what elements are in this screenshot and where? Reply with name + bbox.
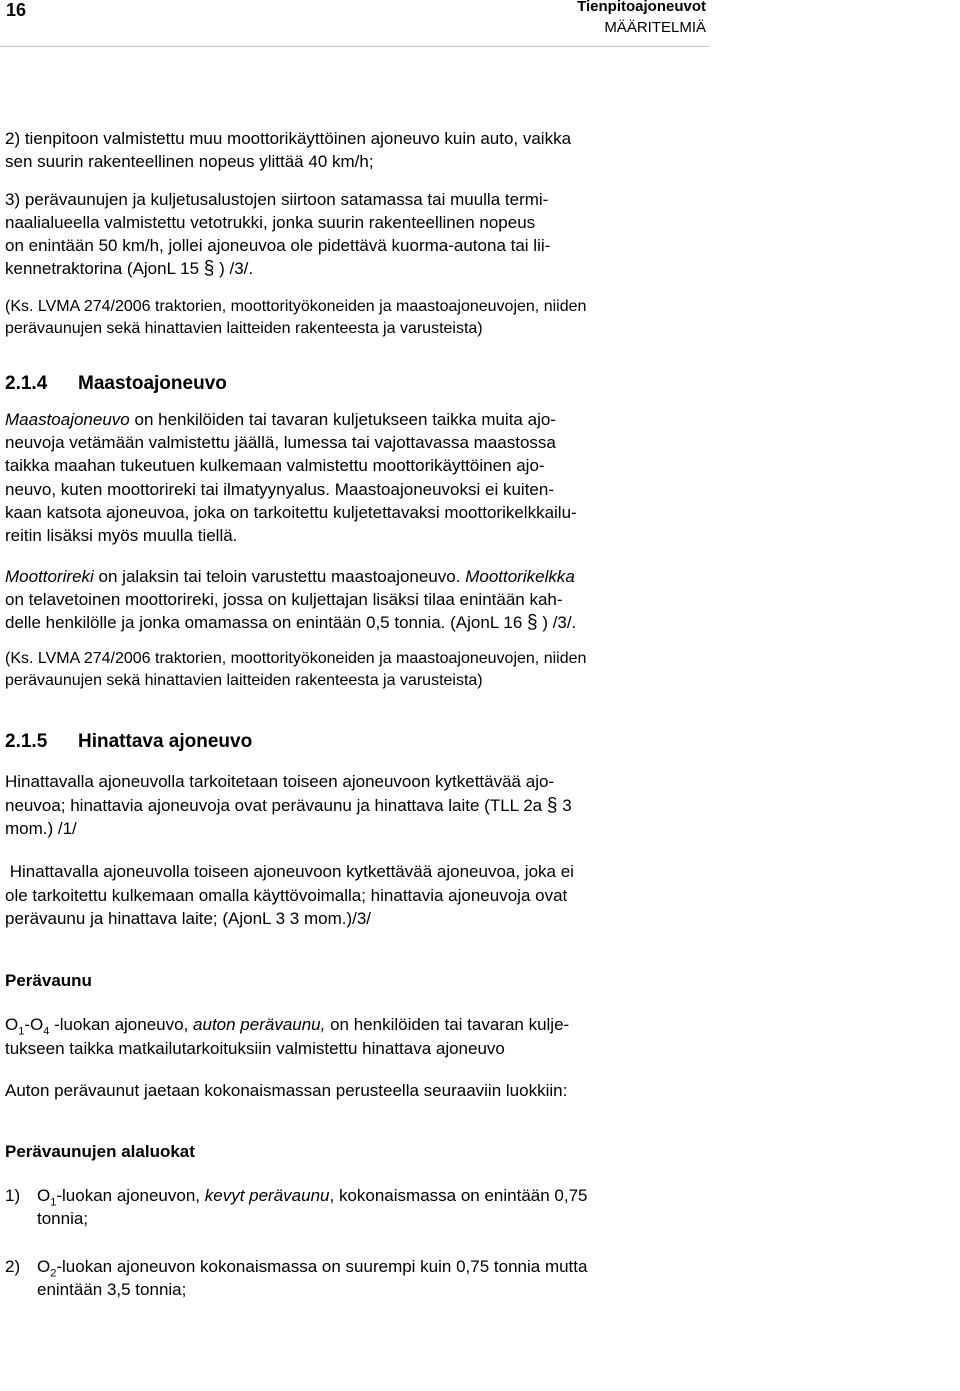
- list-item-3: [5, 188, 705, 281]
- section-sign: §: [527, 612, 538, 634]
- text-fragment: -luokan ajoneuvo,: [49, 1015, 194, 1035]
- paragraph-peravaunu: [5, 1013, 705, 1060]
- section-number: 2.1.5: [5, 731, 48, 753]
- text-fragment: -luokan ajoneuvon kokonaismassa on suurempi kuin 0,75 tonnia mutta: [56, 1257, 588, 1277]
- text-line: [5, 565, 705, 588]
- header-subtitle: MÄÄRITELMIÄ: [604, 19, 706, 36]
- reference-note: [5, 296, 705, 340]
- section-heading-2-1-5: [5, 730, 705, 754]
- section-title: Maastoajoneuvo: [78, 372, 227, 394]
- text-line: 2) tienpitoon valmistettu muu moottorikäyttöinen ajoneuvo kuin auto, vaikka: [5, 129, 572, 148]
- paragraph-hinattava-2: [5, 860, 705, 930]
- list-text: [37, 1255, 705, 1301]
- text-line: neuvo, kuten moottorireki tai ilmatyynyalus. Maastoajoneuvoksi ei kuiten-: [5, 479, 554, 499]
- text-fragment: -O: [24, 1015, 44, 1035]
- section-number: 2.1.4: [5, 372, 48, 394]
- page-number: 16: [6, 0, 27, 20]
- text-line: 3) perävaunujen ja kuljetusalustojen siirtoon satamassa tai muulla termi-: [5, 189, 549, 209]
- text-fragment: neuvoa; hinattavia ajoneuvoja ovat perävaunu ja hinattava laite (TLL 2a: [5, 795, 543, 815]
- subscript: 2: [50, 1267, 57, 1280]
- text-line: [5, 1013, 705, 1036]
- text-line: (Ks. LVMA 274/2006 traktorien, moottorityökoneiden ja maastoajoneuvojen, niiden: [5, 650, 587, 668]
- section-sign: §: [546, 794, 558, 816]
- text-line: taikka maahan tukeutuen kulkemaan valmistettu moottorikäyttöinen ajo-: [5, 456, 545, 476]
- text-line: on enintään 50 km/h, jollei ajoneuvoa ole pidettävä kuorma-autona tai lii-: [5, 236, 551, 256]
- text-line: perävaunujen sekä hinattavien laitteiden rakenteesta ja varusteista): [5, 672, 483, 690]
- paragraph-maastoajoneuvo: [5, 408, 705, 548]
- section-heading-2-1-4: [5, 372, 705, 396]
- heading-alaluokat: Perävaunujen alaluokat: [5, 1142, 195, 1162]
- paragraph-moottorireki: [5, 565, 705, 635]
- paragraph-hinattava-1: [5, 770, 705, 840]
- text-line: ole tarkoitettu kulkemaan omalla käyttövoimalla; hinattavia ajoneuvoja ovat: [5, 885, 568, 905]
- page-content: [5, 127, 705, 1301]
- text-line: [5, 408, 705, 431]
- list-number: 2): [5, 1257, 21, 1277]
- text-line: [5, 794, 705, 817]
- text-line: naalialueella valmistettu vetotrukki, jonka suurin rakenteellinen nopeus: [5, 212, 536, 232]
- text-fragment: ) /3/.: [542, 613, 577, 633]
- list-number: 1): [5, 1186, 21, 1206]
- text-line: enintään 3,5 tonnia;: [37, 1280, 187, 1300]
- subscript: 1: [50, 1196, 57, 1209]
- text-fragment: 3: [562, 795, 572, 815]
- text-line: tonnia;: [37, 1209, 89, 1229]
- text-fragment: on henkilöiden tai tavaran kuljetukseen taikka muita ajo-: [129, 409, 556, 429]
- text-line: perävaunu ja hinattava laite; (AjonL 3 3 mom.)/3/: [5, 908, 372, 928]
- text-fragment: kennetraktorina (AjonL 15: [5, 259, 200, 279]
- text-line: sen suurin rakenteellinen nopeus ylittää 40 km/h;: [5, 152, 374, 172]
- text-fragment: O: [37, 1257, 51, 1277]
- text-fragment: O: [37, 1186, 51, 1206]
- paragraph-luokat: Auton perävaunut jaetaan kokonaismassan perusteella seuraaviin luokkiin:: [5, 1080, 568, 1100]
- section-title: Hinattava ajoneuvo: [78, 731, 253, 753]
- text-line: neuvoja vetämään valmistettu jäällä, lumessa tai vajottavassa maastossa: [5, 433, 556, 453]
- subscript: 1: [18, 1025, 25, 1038]
- text-fragment: O: [5, 1015, 19, 1035]
- text-fragment: -luokan ajoneuvon,: [56, 1186, 205, 1206]
- text-fragment: on jalaksin tai teloin varustettu maastoajoneuvo.: [93, 566, 466, 586]
- text-line: on telavetoinen moottorireki, jossa on kuljettajan lisäksi tilaa enintään kah-: [5, 589, 563, 609]
- text-line: mom.) /1/: [5, 819, 77, 839]
- term: Moottorikelkka: [465, 566, 575, 586]
- text-line: [37, 1255, 705, 1278]
- text-line: reitin lisäksi myös muulla tiellä.: [5, 526, 238, 546]
- text-line: kaan katsota ajoneuvoa, joka on tarkoitettu kuljetettavaksi moottorikelkkailu-: [5, 502, 577, 522]
- header-title: Tienpitoajoneuvot: [577, 0, 706, 15]
- section-sign: §: [203, 258, 215, 280]
- list-text: [37, 1184, 705, 1230]
- subscript: 4: [43, 1025, 50, 1038]
- reference-note: [5, 648, 705, 692]
- page-header: [0, 0, 710, 47]
- term: Maastoajoneuvo: [5, 409, 130, 429]
- text-line: Hinattavalla ajoneuvolla tarkoitetaan toiseen ajoneuvoon kytkettävää ajo-: [5, 772, 555, 792]
- text-fragment: ) /3/.: [219, 259, 254, 279]
- text-line: tukseen taikka matkailutarkoituksiin valmistettu hinattava ajoneuvo: [5, 1038, 505, 1058]
- text-line: [5, 611, 705, 634]
- text-line: [37, 1184, 705, 1207]
- text-fragment: delle henkilölle ja jonka omamassa on enintään 0,5 tonnia. (AjonL 16: [5, 613, 523, 633]
- text-line: [5, 257, 705, 280]
- term: kevyt perävaunu: [204, 1186, 330, 1206]
- text-fragment: on henkilöiden tai tavaran kulje-: [325, 1015, 570, 1035]
- term: Moottorireki: [5, 566, 94, 586]
- heading-peravaunu: Perävaunu: [5, 971, 92, 991]
- text-fragment: , kokonaismassa on enintään 0,75: [329, 1186, 588, 1206]
- term: auton perävaunu,: [193, 1015, 326, 1035]
- list-item-2: [5, 127, 705, 174]
- text-line: perävaunujen sekä hinattavien laitteiden rakenteesta ja varusteista): [5, 319, 483, 337]
- text-line: Hinattavalla ajoneuvolla toiseen ajoneuvoon kytkettävää ajoneuvoa, joka ei: [5, 862, 574, 882]
- list-item: [5, 1255, 705, 1301]
- text-line: (Ks. LVMA 274/2006 traktorien, moottorityökoneiden ja maastoajoneuvojen, niiden: [5, 297, 587, 315]
- list-item: [5, 1184, 705, 1230]
